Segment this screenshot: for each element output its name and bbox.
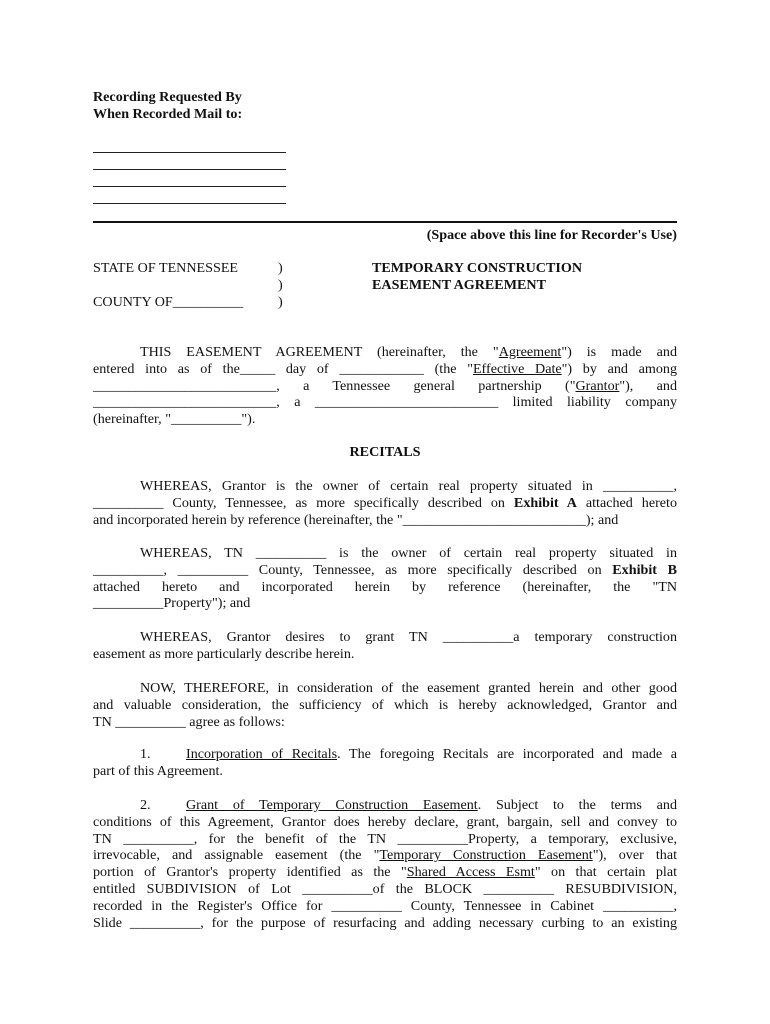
exhibit-b: Exhibit B [612,561,677,578]
caption-paren: ) [278,260,283,276]
section-2-number: 2. [140,797,151,813]
recitals-heading: RECITALS [349,444,421,460]
address-line-2 [93,169,286,170]
address-line-3 [93,186,286,187]
document-title-line-2: EASEMENT AGREEMENT [372,277,546,293]
caption-paren: ) [278,294,283,310]
term-effective-date: Effective Date [472,360,562,377]
caption-paren: ) [278,277,283,293]
section-1-heading: Incorporation of Recitals [186,746,338,762]
recital-3: WHEREAS, Grantor desires to grant TN __________a temporary construction easement as more particularly describe herein. [93,629,677,662]
term-grantor: Grantor [575,377,620,394]
address-line-4 [93,203,286,204]
recital-1: WHEREAS, Grantor is the owner of certain real property situated in __________, __________ County, Tennessee, as more specifically described on Exhibit A attached hereto and incorporated herein by reference (hereinafter, the "__________________________); and [93,478,677,528]
address-line-1 [93,152,286,153]
intro-paragraph: THIS EASEMENT AGREEMENT (hereinafter, the "Agreement") is made and entered into as of the_____ day of ____________ (the "Effective Date") by and among __________________________, a Tennessee general partnership ("Grantor"), and __________________________, a __________________________ limited liability company (hereinafter, "__________"). [93,344,678,428]
section-2: 2. Grant of Temporary Construction Easement. Subject to the terms and conditions of this Agreement, Grantor does hereby declare, grant, bargain, sell and convey to TN __________, for the benefit of the TN __________Property, a temporary, exclusive, irrevocable, and assignable easement (the "Temporary Construction Easement"), over that portion of Grantor's property identified as the "Shared Access Esmt" on that certain plat entitled SUBDIVISION of Lot __________of the BLOCK __________ RESUBDIVISION, recorded in the Register's Office for __________ County, Tennessee in Cabinet __________, Slide __________, for the purpose of resurfacing and adding necessary curbing to an existing [93,797,678,931]
now-therefore-paragraph: NOW, THEREFORE, in consideration of the easement granted herein and other good and valuable consideration, the sufficiency of which is hereby acknowledged, Grantor and TN __________ agree as follows: [93,680,677,730]
document-title-line-1: TEMPORARY CONSTRUCTION [372,260,583,276]
recorder-space-note: (Space above this line for Recorder's Use) [426,227,677,243]
term-temporary-construction-easement: Temporary Construction Easement [379,847,593,864]
recording-requested-by: Recording Requested By [93,89,242,105]
state-label: STATE OF TENNESSEE [93,260,239,276]
when-recorded-mail-to: When Recorded Mail to: [93,106,243,122]
section-2-heading: Grant of Temporary Construction Easement [186,797,478,813]
term-shared-access-esmt: Shared Access Esmt [406,864,535,881]
section-1: 1. Incorporation of Recitals. The foregoing Recitals are incorporated and made a part of this Agreement. [93,746,678,779]
recital-2: WHEREAS, TN __________ is the owner of certain real property situated in __________, __________ County, Tennessee, as more specifically described on Exhibit B attached hereto and incorporated herein by reference (hereinafter, the "TN __________Property"); and [93,545,677,612]
recorder-divider [93,221,677,223]
exhibit-a: Exhibit A [513,494,577,511]
term-agreement: Agreement [498,344,562,360]
section-1-number: 1. [140,746,151,762]
county-label: COUNTY OF__________ [93,294,244,310]
